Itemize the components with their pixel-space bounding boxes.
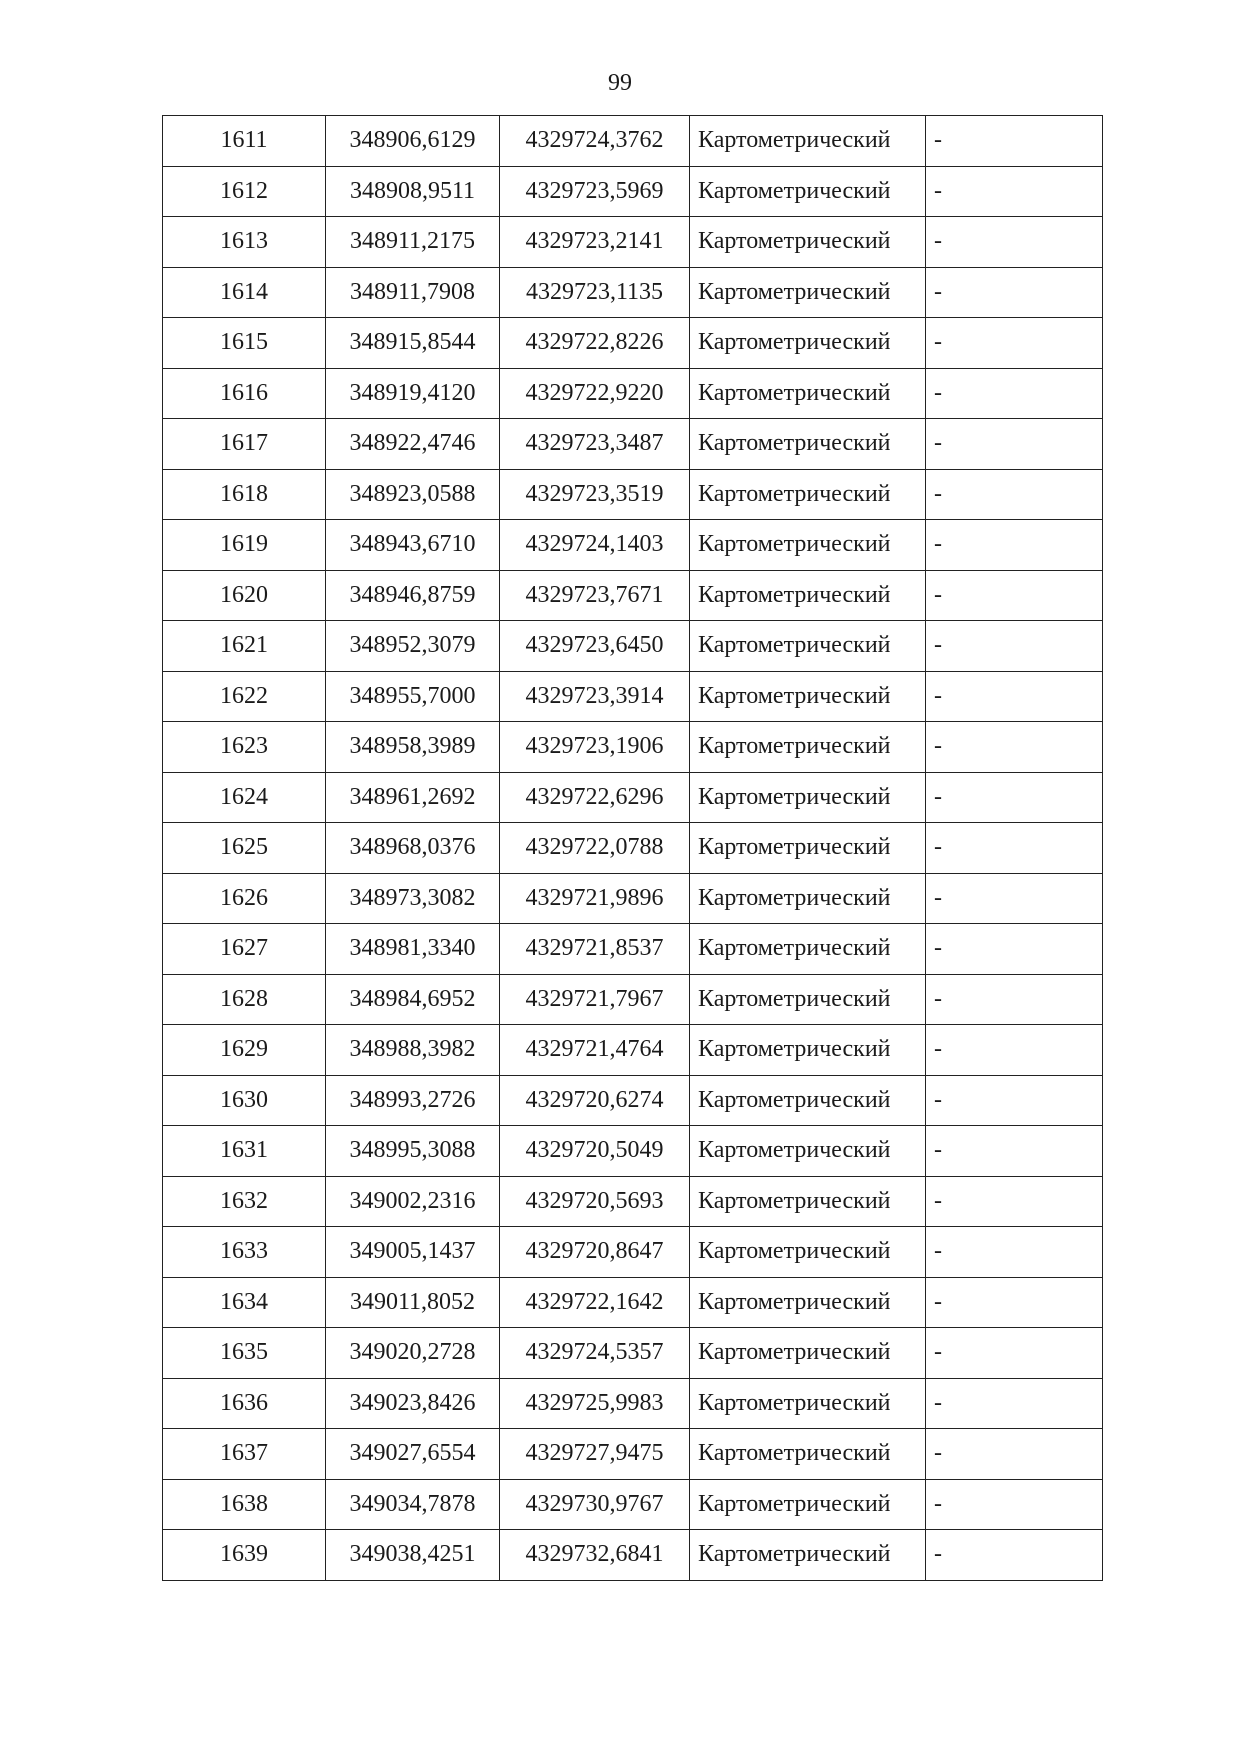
table-row	[163, 469, 1103, 520]
x-coordinate-cell: 349027,6554	[326, 1429, 500, 1480]
y-coordinate-cell: 4329723,1906	[500, 722, 690, 773]
table-row	[163, 974, 1103, 1025]
note-cell: -	[926, 318, 1103, 369]
table-row	[163, 217, 1103, 268]
x-coordinate-cell: 349011,8052	[326, 1277, 500, 1328]
note-cell: -	[926, 1126, 1103, 1177]
table-row	[163, 671, 1103, 722]
x-coordinate-cell: 349020,2728	[326, 1328, 500, 1379]
point-number-cell: 1636	[163, 1378, 326, 1429]
x-coordinate-cell: 349038,4251	[326, 1530, 500, 1581]
point-number-cell: 1627	[163, 924, 326, 975]
y-coordinate-cell: 4329721,7967	[500, 974, 690, 1025]
table-row	[163, 520, 1103, 571]
table-row	[163, 722, 1103, 773]
method-cell: Картометрический	[690, 974, 926, 1025]
y-coordinate-cell: 4329724,5357	[500, 1328, 690, 1379]
x-coordinate-cell: 348984,6952	[326, 974, 500, 1025]
x-coordinate-cell: 349034,7878	[326, 1479, 500, 1530]
method-cell: Картометрический	[690, 116, 926, 167]
point-number-cell: 1617	[163, 419, 326, 470]
point-number-cell: 1616	[163, 368, 326, 419]
y-coordinate-cell: 4329724,1403	[500, 520, 690, 571]
point-number-cell: 1614	[163, 267, 326, 318]
x-coordinate-cell: 348943,6710	[326, 520, 500, 571]
x-coordinate-cell: 348923,0588	[326, 469, 500, 520]
point-number-cell: 1630	[163, 1075, 326, 1126]
note-cell: -	[926, 1328, 1103, 1379]
note-cell: -	[926, 570, 1103, 621]
point-number-cell: 1631	[163, 1126, 326, 1177]
y-coordinate-cell: 4329724,3762	[500, 116, 690, 167]
note-cell: -	[926, 267, 1103, 318]
note-cell: -	[926, 1025, 1103, 1076]
point-number-cell: 1634	[163, 1277, 326, 1328]
note-cell: -	[926, 1378, 1103, 1429]
table-row	[163, 1075, 1103, 1126]
x-coordinate-cell: 348946,8759	[326, 570, 500, 621]
table-row	[163, 924, 1103, 975]
y-coordinate-cell: 4329723,5969	[500, 166, 690, 217]
point-number-cell: 1622	[163, 671, 326, 722]
table-row	[163, 1328, 1103, 1379]
x-coordinate-cell: 348919,4120	[326, 368, 500, 419]
note-cell: -	[926, 873, 1103, 924]
note-cell: -	[926, 722, 1103, 773]
note-cell: -	[926, 671, 1103, 722]
y-coordinate-cell: 4329723,2141	[500, 217, 690, 268]
point-number-cell: 1613	[163, 217, 326, 268]
note-cell: -	[926, 1479, 1103, 1530]
y-coordinate-cell: 4329723,3519	[500, 469, 690, 520]
method-cell: Картометрический	[690, 318, 926, 369]
note-cell: -	[926, 217, 1103, 268]
y-coordinate-cell: 4329727,9475	[500, 1429, 690, 1480]
table-row	[163, 1277, 1103, 1328]
point-number-cell: 1633	[163, 1227, 326, 1278]
table-row	[163, 1479, 1103, 1530]
y-coordinate-cell: 4329721,9896	[500, 873, 690, 924]
table-row	[163, 1126, 1103, 1177]
note-cell: -	[926, 1075, 1103, 1126]
method-cell: Картометрический	[690, 419, 926, 470]
method-cell: Картометрический	[690, 520, 926, 571]
point-number-cell: 1638	[163, 1479, 326, 1530]
method-cell: Картометрический	[690, 722, 926, 773]
point-number-cell: 1635	[163, 1328, 326, 1379]
y-coordinate-cell: 4329722,9220	[500, 368, 690, 419]
method-cell: Картометрический	[690, 267, 926, 318]
y-coordinate-cell: 4329723,6450	[500, 621, 690, 672]
method-cell: Картометрический	[690, 166, 926, 217]
x-coordinate-cell: 348973,3082	[326, 873, 500, 924]
note-cell: -	[926, 469, 1103, 520]
method-cell: Картометрический	[690, 1479, 926, 1530]
table-row	[163, 318, 1103, 369]
method-cell: Картометрический	[690, 1227, 926, 1278]
table-row	[163, 772, 1103, 823]
y-coordinate-cell: 4329721,4764	[500, 1025, 690, 1076]
table-row	[163, 419, 1103, 470]
table-row	[163, 1025, 1103, 1076]
note-cell: -	[926, 823, 1103, 874]
point-number-cell: 1632	[163, 1176, 326, 1227]
method-cell: Картометрический	[690, 873, 926, 924]
method-cell: Картометрический	[690, 368, 926, 419]
y-coordinate-cell: 4329720,5693	[500, 1176, 690, 1227]
point-number-cell: 1629	[163, 1025, 326, 1076]
x-coordinate-cell: 348922,4746	[326, 419, 500, 470]
point-number-cell: 1626	[163, 873, 326, 924]
table-row	[163, 873, 1103, 924]
note-cell: -	[926, 1176, 1103, 1227]
point-number-cell: 1637	[163, 1429, 326, 1480]
method-cell: Картометрический	[690, 1025, 926, 1076]
point-number-cell: 1611	[163, 116, 326, 167]
y-coordinate-cell: 4329723,1135	[500, 267, 690, 318]
y-coordinate-cell: 4329722,0788	[500, 823, 690, 874]
point-number-cell: 1624	[163, 772, 326, 823]
x-coordinate-cell: 348981,3340	[326, 924, 500, 975]
page-number: 99	[608, 70, 632, 96]
table-row	[163, 267, 1103, 318]
method-cell: Картометрический	[690, 1530, 926, 1581]
x-coordinate-cell: 348906,6129	[326, 116, 500, 167]
y-coordinate-cell: 4329722,1642	[500, 1277, 690, 1328]
y-coordinate-cell: 4329721,8537	[500, 924, 690, 975]
y-coordinate-cell: 4329720,6274	[500, 1075, 690, 1126]
x-coordinate-cell: 348915,8544	[326, 318, 500, 369]
y-coordinate-cell: 4329722,8226	[500, 318, 690, 369]
method-cell: Картометрический	[690, 1075, 926, 1126]
note-cell: -	[926, 924, 1103, 975]
method-cell: Картометрический	[690, 1176, 926, 1227]
x-coordinate-cell: 349002,2316	[326, 1176, 500, 1227]
note-cell: -	[926, 368, 1103, 419]
coordinates-table-body	[163, 116, 1103, 1581]
x-coordinate-cell: 348968,0376	[326, 823, 500, 874]
method-cell: Картометрический	[690, 671, 926, 722]
x-coordinate-cell: 348958,3989	[326, 722, 500, 773]
y-coordinate-cell: 4329723,3914	[500, 671, 690, 722]
method-cell: Картометрический	[690, 1378, 926, 1429]
x-coordinate-cell: 348911,2175	[326, 217, 500, 268]
note-cell: -	[926, 116, 1103, 167]
note-cell: -	[926, 1277, 1103, 1328]
point-number-cell: 1618	[163, 469, 326, 520]
note-cell: -	[926, 419, 1103, 470]
y-coordinate-cell: 4329723,7671	[500, 570, 690, 621]
method-cell: Картометрический	[690, 1277, 926, 1328]
method-cell: Картометрический	[690, 1126, 926, 1177]
y-coordinate-cell: 4329725,9983	[500, 1378, 690, 1429]
point-number-cell: 1621	[163, 621, 326, 672]
note-cell: -	[926, 166, 1103, 217]
table-row	[163, 1429, 1103, 1480]
method-cell: Картометрический	[690, 469, 926, 520]
y-coordinate-cell: 4329720,5049	[500, 1126, 690, 1177]
method-cell: Картометрический	[690, 570, 926, 621]
point-number-cell: 1639	[163, 1530, 326, 1581]
y-coordinate-cell: 4329720,8647	[500, 1227, 690, 1278]
point-number-cell: 1628	[163, 974, 326, 1025]
y-coordinate-cell: 4329730,9767	[500, 1479, 690, 1530]
x-coordinate-cell: 349005,1437	[326, 1227, 500, 1278]
x-coordinate-cell: 348993,2726	[326, 1075, 500, 1126]
point-number-cell: 1623	[163, 722, 326, 773]
note-cell: -	[926, 1530, 1103, 1581]
method-cell: Картометрический	[690, 772, 926, 823]
note-cell: -	[926, 1227, 1103, 1278]
point-number-cell: 1612	[163, 166, 326, 217]
point-number-cell: 1619	[163, 520, 326, 571]
x-coordinate-cell: 348988,3982	[326, 1025, 500, 1076]
table-row	[163, 1378, 1103, 1429]
x-coordinate-cell: 348952,3079	[326, 621, 500, 672]
method-cell: Картометрический	[690, 217, 926, 268]
method-cell: Картометрический	[690, 621, 926, 672]
x-coordinate-cell: 348911,7908	[326, 267, 500, 318]
table-row	[163, 1530, 1103, 1581]
method-cell: Картометрический	[690, 1328, 926, 1379]
y-coordinate-cell: 4329722,6296	[500, 772, 690, 823]
table-row	[163, 368, 1103, 419]
method-cell: Картометрический	[690, 924, 926, 975]
table-row	[163, 570, 1103, 621]
note-cell: -	[926, 621, 1103, 672]
note-cell: -	[926, 974, 1103, 1025]
point-number-cell: 1615	[163, 318, 326, 369]
point-number-cell: 1625	[163, 823, 326, 874]
x-coordinate-cell: 348908,9511	[326, 166, 500, 217]
table-row	[163, 166, 1103, 217]
x-coordinate-cell: 348955,7000	[326, 671, 500, 722]
x-coordinate-cell: 348961,2692	[326, 772, 500, 823]
point-number-cell: 1620	[163, 570, 326, 621]
note-cell: -	[926, 1429, 1103, 1480]
note-cell: -	[926, 520, 1103, 571]
x-coordinate-cell: 348995,3088	[326, 1126, 500, 1177]
method-cell: Картометрический	[690, 1429, 926, 1480]
y-coordinate-cell: 4329732,6841	[500, 1530, 690, 1581]
coordinates-table	[162, 115, 1103, 1581]
method-cell: Картометрический	[690, 823, 926, 874]
table-row	[163, 1176, 1103, 1227]
table-row	[163, 823, 1103, 874]
y-coordinate-cell: 4329723,3487	[500, 419, 690, 470]
table-row	[163, 621, 1103, 672]
x-coordinate-cell: 349023,8426	[326, 1378, 500, 1429]
note-cell: -	[926, 772, 1103, 823]
table-row	[163, 1227, 1103, 1278]
table-row	[163, 116, 1103, 167]
